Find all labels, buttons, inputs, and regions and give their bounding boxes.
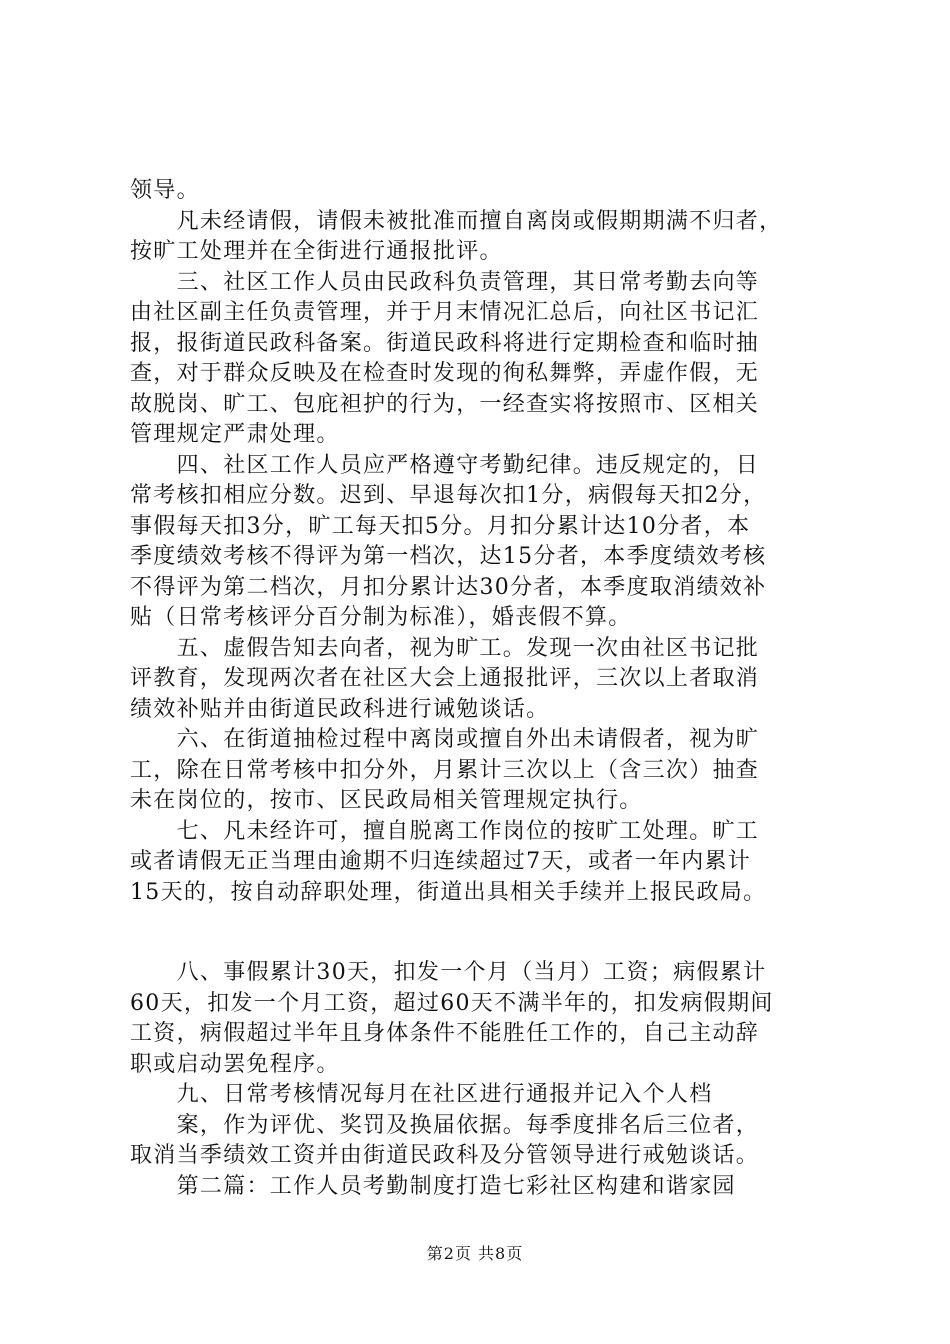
paragraph-gap <box>130 908 835 958</box>
text-line: 常考核扣相应分数。迟到、早退每次扣1分，病假每天扣2分， <box>130 483 767 508</box>
text-line: 评教育，发现两次者在社区大会上通报批评，三次以上者取消 <box>130 666 760 691</box>
document-body <box>130 176 835 1202</box>
text-line: 按旷工处理并在全街进行通报批评。 <box>130 239 503 264</box>
text-line: 工，除在日常考核中扣分外，月累计三次以上（含三次）抽查 <box>130 757 760 783</box>
text-line: 未在岗位的，按市、区民政局相关管理规定执行。 <box>130 788 643 813</box>
text-line: 查，对于群众反映及在检查时发现的徇私舞弊，弄虚作假，无 <box>130 361 760 386</box>
text-line: 或者请假无正当理由逾期不归连续超过7天，或者一年内累计 <box>130 849 752 874</box>
text-line: 60天，扣发一个月工资，超过60天不满半年的，扣发病假期间 <box>130 990 774 1016</box>
text-line: 案，作为评优、奖罚及换届依据。每季度排名后三位者， <box>130 1112 760 1138</box>
section-heading: 第二篇：工作人员考勤制度打造七彩社区构建和谐家园 <box>130 1173 736 1199</box>
text-line: 由社区副主任负责管理，并于月末情况汇总后，向社区书记汇 <box>130 300 760 325</box>
text-line: 凡未经请假，请假未被批准而擅自离岗或假期期满不归者， <box>130 208 783 234</box>
text-line: 三、社区工作人员由民政科负责管理，其日常考勤去向等 <box>130 269 760 295</box>
page-number-footer: 第2页 共8页 <box>426 1244 524 1263</box>
text-line: 不得评为第二档次，月扣分累计达30分者，本季度取消绩效补 <box>130 574 767 600</box>
text-line: 六、在街道抽检过程中离岗或擅自外出未请假者，视为旷 <box>130 727 760 752</box>
text-line: 取消当季绩效工资并由街道民政科及分管领导进行戒勉谈话。 <box>130 1143 760 1168</box>
text-line: 九、日常考核情况每月在社区进行通报并记入个人档 <box>130 1082 713 1107</box>
text-line: 五、虚假告知去向者，视为旷工。发现一次由社区书记批 <box>130 635 760 661</box>
text-line: 领导。 <box>130 178 200 203</box>
text-line: 绩效补贴并由街道民政科进行诫勉谈话。 <box>130 696 550 722</box>
text-line: 报，报街道民政科备案。街道民政科将进行定期检查和临时抽 <box>130 330 760 356</box>
text-line: 七、凡未经许可，擅自脱离工作岗位的按旷工处理。旷工 <box>130 818 760 844</box>
text-line: 故脱岗、旷工、包庇袒护的行为，一经查实将按照市、区相关 <box>130 391 760 417</box>
text-line: 事假每天扣3分，旷工每天扣5分。月扣分累计达10分者，本 <box>130 513 751 539</box>
text-line: 15天的，按自动辞职处理，街道出具相关手续并上报民政局。 <box>130 879 767 905</box>
text-line: 职或启动罢免程序。 <box>130 1051 340 1077</box>
text-line: 八、事假累计30天，扣发一个月（当月）工资；病假累计 <box>130 960 767 985</box>
text-line: 管理规定严肃处理。 <box>130 422 340 447</box>
text-line: 季度绩效考核不得评为第一档次，达15分者，本季度绩效考核 <box>130 544 767 569</box>
text-line: 贴（日常考核评分百分制为标准），婚丧假不算。 <box>130 605 632 630</box>
text-line: 四、社区工作人员应严格遵守考勤纪律。违反规定的，日 <box>130 452 760 478</box>
text-line: 工资，病假超过半年且身体条件不能胜任工作的，自己主动辞 <box>130 1021 760 1046</box>
